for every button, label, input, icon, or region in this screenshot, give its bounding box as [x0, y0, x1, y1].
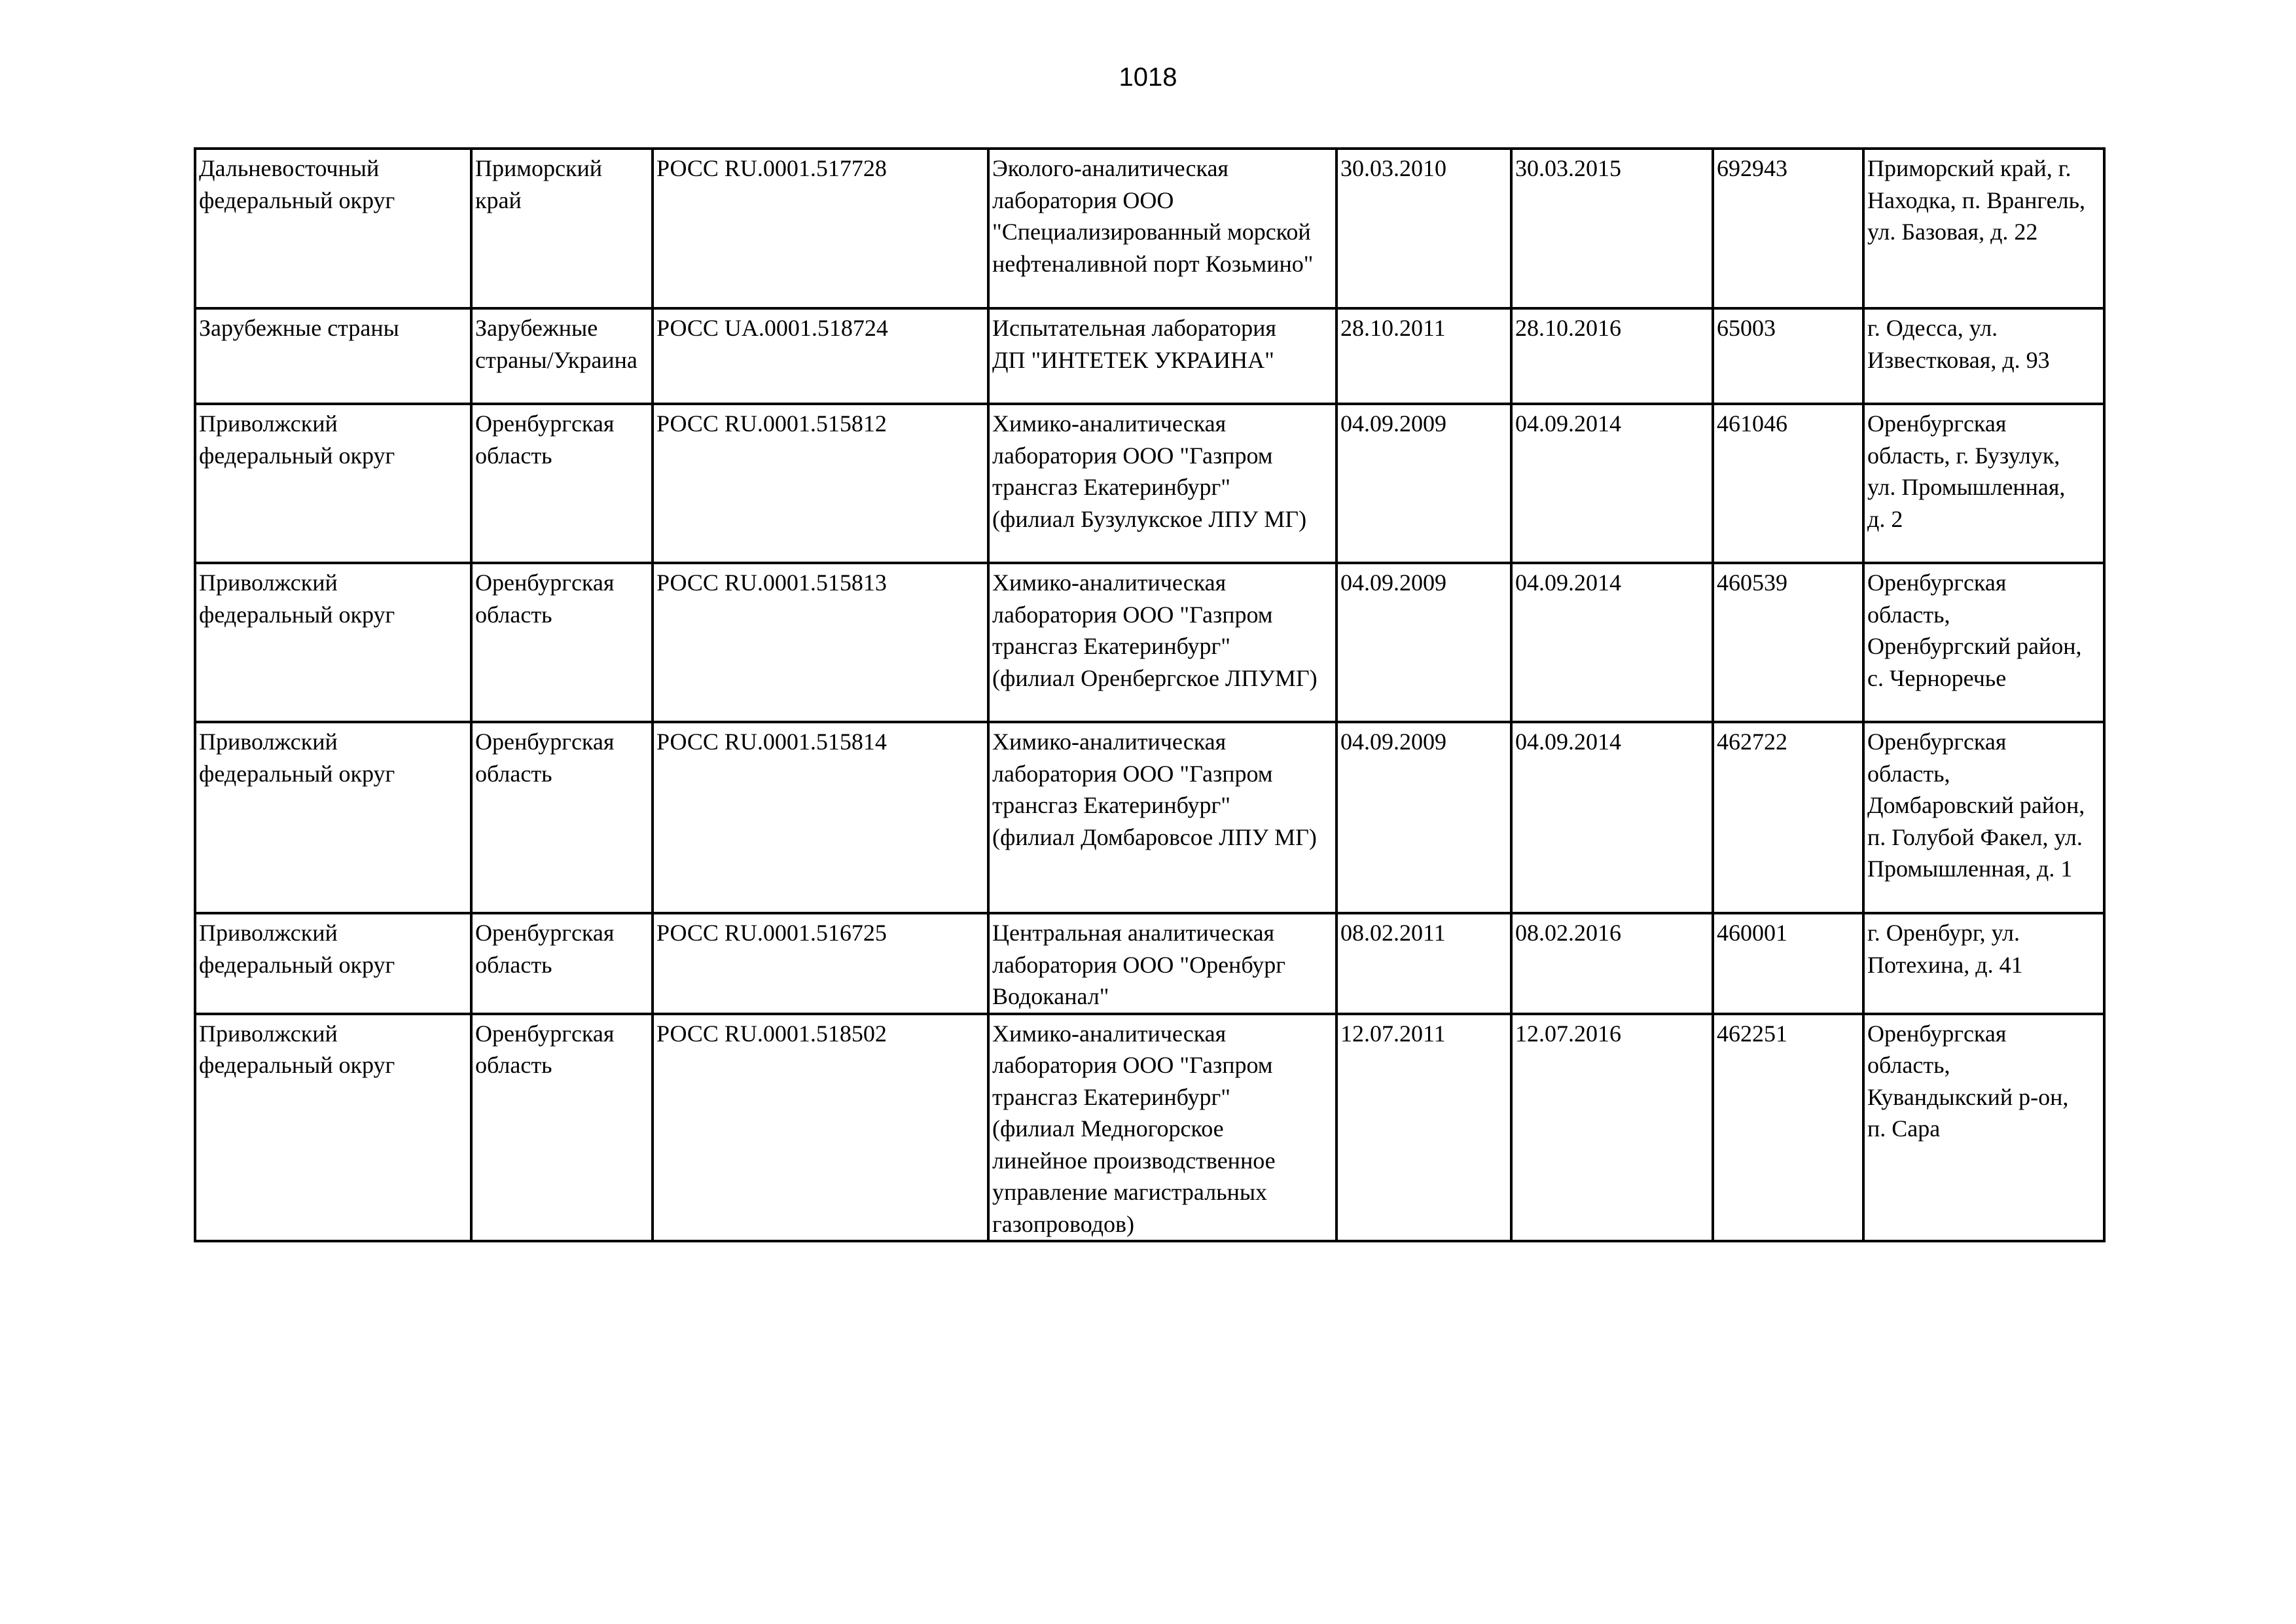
region-cell: Оренбургская область — [471, 722, 653, 913]
laboratory-name-cell: Химико-аналитическая лаборатория ООО "Газпром трансгаз Екатеринбург" (филиал Медногорское линейное производственное управление магистральных газопроводов) — [988, 1014, 1336, 1242]
laboratory-name-cell: Химико-аналитическая лаборатория ООО "Газпром трансгаз Екатеринбург" (филиал Бузулукское ЛПУ МГ) — [988, 404, 1336, 563]
date-from-cell: 12.07.2011 — [1336, 1014, 1511, 1242]
accreditation-number-cell: РОСС UA.0001.518724 — [653, 308, 988, 404]
district-cell: Зарубежные страны — [195, 308, 471, 404]
table-row — [195, 563, 2104, 722]
accreditation-number-cell: РОСС RU.0001.515814 — [653, 722, 988, 913]
laboratory-name-cell: Центральная аналитическая лаборатория ООО "Оренбург Водоканал" — [988, 913, 1336, 1014]
table-row — [195, 913, 2104, 1014]
date-to-cell: 12.07.2016 — [1511, 1014, 1713, 1242]
region-cell: Приморский край — [471, 149, 653, 308]
table-row — [195, 308, 2104, 404]
accreditation-number-cell: РОСС RU.0001.515813 — [653, 563, 988, 722]
laboratory-name-cell: Химико-аналитическая лаборатория ООО "Газпром трансгаз Екатеринбург" (филиал Оренбергское ЛПУМГ) — [988, 563, 1336, 722]
postcode-cell: 462722 — [1713, 722, 1863, 913]
address-cell: Приморский край, г. Находка, п. Врангель, ул. Базовая, д. 22 — [1863, 149, 2104, 308]
date-to-cell: 04.09.2014 — [1511, 722, 1713, 913]
accreditation-number-cell: РОСС RU.0001.518502 — [653, 1014, 988, 1242]
district-cell: Приволжский федеральный округ — [195, 1014, 471, 1242]
postcode-cell: 460539 — [1713, 563, 1863, 722]
table-row — [195, 722, 2104, 913]
date-to-cell: 28.10.2016 — [1511, 308, 1713, 404]
district-cell: Приволжский федеральный округ — [195, 913, 471, 1014]
accreditation-number-cell: РОСС RU.0001.517728 — [653, 149, 988, 308]
region-cell: Оренбургская область — [471, 563, 653, 722]
table-row — [195, 1014, 2104, 1242]
laboratory-name-cell: Химико-аналитическая лаборатория ООО "Газпром трансгаз Екатеринбург" (филиал Домбаровсое ЛПУ МГ) — [988, 722, 1336, 913]
postcode-cell: 692943 — [1713, 149, 1863, 308]
page-number: 1018 — [1119, 63, 1177, 92]
region-cell: Оренбургская область — [471, 913, 653, 1014]
postcode-cell: 461046 — [1713, 404, 1863, 563]
address-cell: Оренбургская область, г. Бузулук, ул. Промышленная, д. 2 — [1863, 404, 2104, 563]
region-cell: Зарубежные страны/Украина — [471, 308, 653, 404]
date-from-cell: 04.09.2009 — [1336, 563, 1511, 722]
address-cell: Оренбургская область, Кувандыкский р-он, п. Сара — [1863, 1014, 2104, 1242]
date-from-cell: 30.03.2010 — [1336, 149, 1511, 308]
postcode-cell: 65003 — [1713, 308, 1863, 404]
address-cell: г. Одесса, ул. Известковая, д. 93 — [1863, 308, 2104, 404]
date-to-cell: 30.03.2015 — [1511, 149, 1713, 308]
accreditation-number-cell: РОСС RU.0001.515812 — [653, 404, 988, 563]
table-row — [195, 149, 2104, 308]
postcode-cell: 462251 — [1713, 1014, 1863, 1242]
region-cell: Оренбургская область — [471, 404, 653, 563]
region-cell: Оренбургская область — [471, 1014, 653, 1242]
date-from-cell: 28.10.2011 — [1336, 308, 1511, 404]
date-from-cell: 04.09.2009 — [1336, 404, 1511, 563]
accreditation-number-cell: РОСС RU.0001.516725 — [653, 913, 988, 1014]
date-to-cell: 08.02.2016 — [1511, 913, 1713, 1014]
address-cell: Оренбургская область, Домбаровский район, п. Голубой Факел, ул. Промышленная, д. 1 — [1863, 722, 2104, 913]
date-from-cell: 08.02.2011 — [1336, 913, 1511, 1014]
laboratory-name-cell: Эколого-аналитическая лаборатория ООО "Специализированный морской нефтеналивной порт Козьмино" — [988, 149, 1336, 308]
date-to-cell: 04.09.2014 — [1511, 404, 1713, 563]
date-from-cell: 04.09.2009 — [1336, 722, 1511, 913]
district-cell: Дальневосточный федеральный округ — [195, 149, 471, 308]
district-cell: Приволжский федеральный округ — [195, 563, 471, 722]
district-cell: Приволжский федеральный округ — [195, 404, 471, 563]
laboratory-name-cell: Испытательная лаборатория ДП "ИНТЕТЕК УКРАИНА" — [988, 308, 1336, 404]
date-to-cell: 04.09.2014 — [1511, 563, 1713, 722]
table-row — [195, 404, 2104, 563]
laboratory-registry-table — [194, 147, 2106, 1242]
district-cell: Приволжский федеральный округ — [195, 722, 471, 913]
address-cell: Оренбургская область, Оренбургский район, с. Черноречье — [1863, 563, 2104, 722]
address-cell: г. Оренбург, ул. Потехина, д. 41 — [1863, 913, 2104, 1014]
postcode-cell: 460001 — [1713, 913, 1863, 1014]
